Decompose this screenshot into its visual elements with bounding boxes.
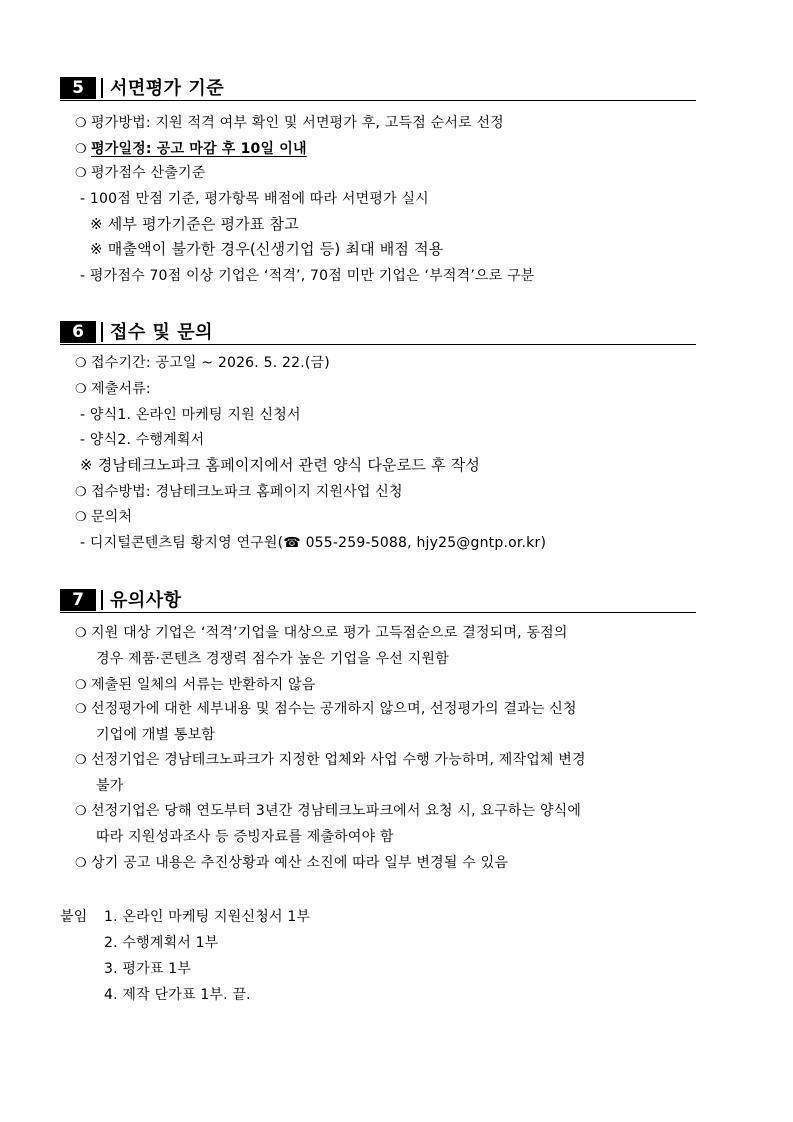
- bullet-item: ❍ 선정기업은 경남테크노파크가 지정한 업체와 사업 수행 가능하며, 제작업체 변경: [75, 752, 586, 768]
- bullet-icon: ❍: [75, 166, 87, 181]
- bullet-icon: ❍: [75, 804, 87, 819]
- section-number-badge: 6: [60, 321, 96, 343]
- bullet-item: ❍ 접수기간: 공고일 ~ 2026. 5. 22.(금): [75, 355, 330, 371]
- section-title: 서면평가 기준: [110, 78, 225, 99]
- bullet-icon: ❍: [75, 856, 87, 871]
- section-6-header: [60, 320, 696, 345]
- dash-item: - 평가점수 70점 이상 기업은 ‘적격’, 70점 미만 기업은 ‘부적격’으로 구분: [80, 268, 535, 284]
- bullet-item: ❍ 문의처: [75, 509, 133, 525]
- section-7-header: [60, 588, 696, 613]
- bullet-item: ❍ 평가방법: 지원 적격 여부 확인 및 서면평가 후, 고득점 순서로 선정: [75, 115, 504, 131]
- note-item: ※ 세부 평가기준은 평가표 참고: [90, 215, 299, 233]
- header-divider: [101, 590, 103, 610]
- section-5-header: [60, 76, 696, 101]
- section-title: 유의사항: [110, 590, 182, 611]
- bullet-icon: ❍: [75, 116, 87, 131]
- bullet-item: ❍ 지원 대상 기업은 ‘적격’기업을 대상으로 평가 고득점순으로 결정되며, 동점의: [75, 625, 568, 641]
- bullet-item: ❍ 제출된 일체의 서류는 반환하지 않음: [75, 677, 316, 693]
- bullet-item: ❍ 제출서류:: [75, 381, 151, 397]
- contact-item: - 디지털콘텐츠팀 황지영 연구원(☎ 055-259-5088, hjy25@gntp.or.kr): [80, 535, 547, 551]
- attachment-item: 1. 온라인 마케팅 지원신청서 1부: [104, 909, 311, 925]
- note-item: ※ 매출액이 불가한 경우(신생기업 등) 최대 배점 적용: [90, 240, 444, 258]
- bullet-item: ❍ 선정평가에 대한 세부내용 및 점수는 공개하지 않으며, 선정평가의 결과는 신청: [75, 701, 577, 717]
- bullet-item-emphasis: ❍ 평가일정: 공고 마감 후 10일 이내: [75, 141, 307, 157]
- bullet-continuation: 경우 제품·콘텐츠 경쟁력 점수가 높은 기업을 우선 지원함: [96, 651, 449, 667]
- dash-item: - 100점 만점 기준, 평가항목 배점에 따라 서면평가 실시: [80, 191, 429, 207]
- bullet-item: ❍ 상기 공고 내용은 추진상황과 예산 소진에 따라 일부 변경될 수 있음: [75, 855, 509, 871]
- dash-item: - 양식2. 수행계획서: [80, 432, 205, 448]
- note-item: ※ 경남테크노파크 홈페이지에서 관련 양식 다운로드 후 작성: [80, 456, 481, 474]
- bullet-continuation: 기업에 개별 통보함: [96, 727, 216, 743]
- bullet-icon: ❍: [75, 142, 87, 157]
- bullet-continuation: 따라 지원성과조사 등 증빙자료를 제출하여야 함: [96, 829, 394, 845]
- attachments-label: 붙임: [60, 909, 88, 925]
- bullet-icon: ❍: [75, 678, 87, 693]
- section-number-badge: 5: [60, 77, 96, 99]
- attachment-item: 3. 평가표 1부: [104, 961, 192, 977]
- section-title: 접수 및 문의: [110, 322, 213, 343]
- bullet-item: ❍ 선정기업은 당해 연도부터 3년간 경남테크노파크에서 요청 시, 요구하는 양식에: [75, 803, 582, 819]
- bullet-icon: ❍: [75, 510, 87, 525]
- bullet-icon: ❍: [75, 702, 87, 717]
- bullet-icon: ❍: [75, 626, 87, 641]
- attachment-item: 4. 제작 단가표 1부. 끝.: [104, 987, 251, 1003]
- bullet-item: ❍ 접수방법: 경남테크노파크 홈페이지 지원사업 신청: [75, 484, 403, 500]
- bullet-icon: ❍: [75, 382, 87, 397]
- bullet-icon: ❍: [75, 485, 87, 500]
- header-divider: [101, 322, 103, 342]
- bullet-continuation: 불가: [96, 778, 124, 794]
- header-divider: [101, 78, 103, 98]
- bullet-item: ❍ 평가점수 산출기준: [75, 165, 206, 181]
- bullet-icon: ❍: [75, 356, 87, 371]
- bullet-icon: ❍: [75, 753, 87, 768]
- section-number-badge: 7: [60, 589, 96, 611]
- dash-item: - 양식1. 온라인 마케팅 지원 신청서: [80, 407, 301, 423]
- attachment-item: 2. 수행계획서 1부: [104, 935, 219, 951]
